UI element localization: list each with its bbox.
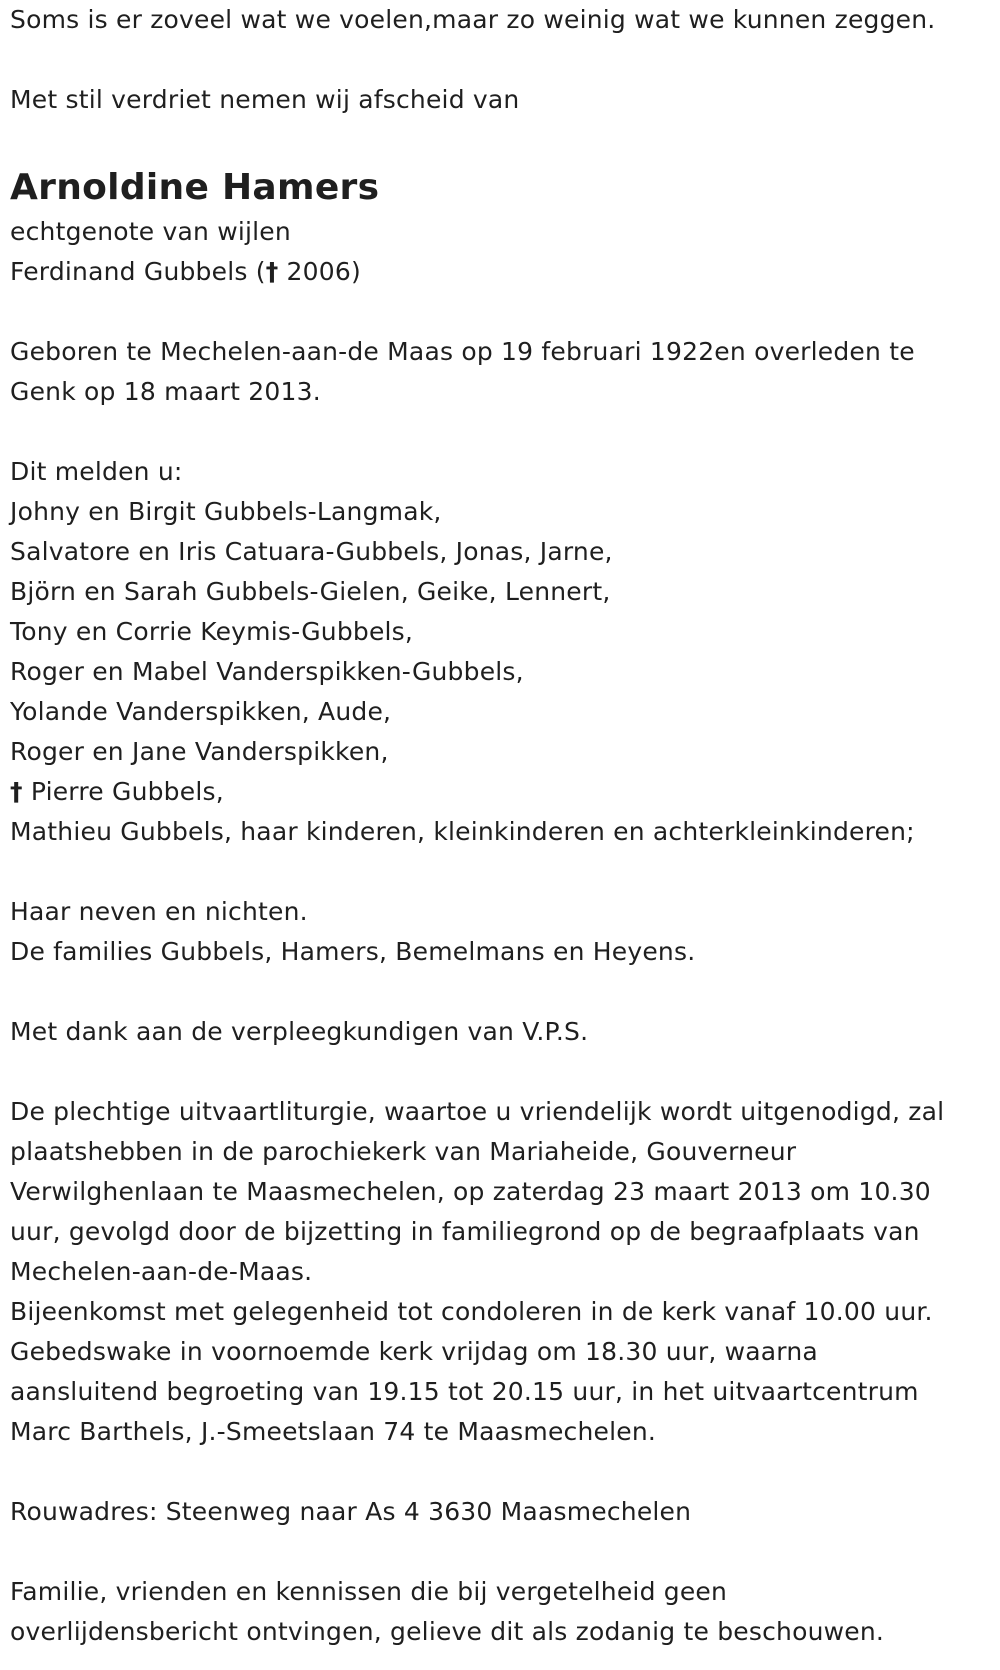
family-member-deceased: [10, 772, 992, 812]
spacer: [10, 40, 992, 80]
funeral-line: Marc Barthels, J.-Smeetslaan 74 te Maasmechelen.: [10, 1417, 657, 1446]
relatives-line-2: De families Gubbels, Hamers, Bemelmans en Heyens.: [10, 937, 696, 966]
announced-by-label: Dit melden u:: [10, 457, 183, 486]
cross-icon: †: [265, 257, 279, 286]
relatives-line-1: Haar neven en nichten.: [10, 897, 308, 926]
funeral-line: aansluitend begroeting van 19.15 tot 20.15 uur, in het uitvaartcentrum: [10, 1377, 919, 1406]
spacer: [10, 1052, 992, 1092]
family-member: Johny en Birgit Gubbels-Langmak,: [10, 497, 442, 526]
funeral-line: Mechelen-aan-de-Maas.: [10, 1257, 313, 1286]
cross-icon: †: [10, 777, 23, 806]
family-member: Roger en Jane Vanderspikken,: [10, 737, 389, 766]
spacer: [10, 1532, 992, 1572]
family-member: Tony en Corrie Keymis-Gubbels,: [10, 617, 414, 646]
spouse-line-1: echtgenote van wijlen: [10, 217, 291, 246]
spacer: [10, 852, 992, 892]
funeral-line: De plechtige uitvaartliturgie, waartoe u vriendelijk wordt uitgenodigd, zal: [10, 1097, 945, 1126]
birth-death-line-2: Genk op 18 maart 2013.: [10, 377, 321, 406]
funeral-line: plaatshebben in de parochiekerk van Mariaheide, Gouverneur: [10, 1137, 797, 1166]
birth-death-line-1: Geboren te Mechelen-aan-de Maas op 19 februari 1922en overleden te: [10, 337, 915, 366]
closing-line-1: Familie, vrienden en kennissen die bij vergetelheid geen: [10, 1577, 728, 1606]
funeral-line: Gebedswake in voornoemde kerk vrijdag om 18.30 uur, waarna: [10, 1337, 818, 1366]
closing-line-2: overlijdensbericht ontvingen, gelieve dit als zodanig te beschouwen.: [10, 1617, 885, 1646]
spacer: [10, 1452, 992, 1492]
spacer: [10, 120, 992, 160]
family-member: Roger en Mabel Vanderspikken-Gubbels,: [10, 657, 524, 686]
spacer: [10, 412, 992, 452]
family-member: Björn en Sarah Gubbels-Gielen, Geike, Lennert,: [10, 577, 611, 606]
funeral-line: Verwilghenlaan te Maasmechelen, op zaterdag 23 maart 2013 om 10.30: [10, 1177, 931, 1206]
opening-quote: Soms is er zoveel wat we voelen,maar zo weinig wat we kunnen zeggen.: [10, 5, 936, 34]
funeral-line: Bijeenkomst met gelegenheid tot condoleren in de kerk vanaf 10.00 uur.: [10, 1297, 933, 1326]
thanks-line: Met dank aan de verpleegkundigen van V.P.S.: [10, 1017, 589, 1046]
deceased-name: Arnoldine Hamers: [10, 167, 380, 208]
intro-text: Met stil verdriet nemen wij afscheid van: [10, 85, 520, 114]
family-member: Yolande Vanderspikken, Aude,: [10, 697, 392, 726]
family-member: Salvatore en Iris Catuara-Gubbels, Jonas, Jarne,: [10, 537, 613, 566]
spacer: [10, 292, 992, 332]
spouse-name: Ferdinand Gubbels (: [10, 257, 266, 286]
spouse-line-2: [10, 252, 992, 292]
spacer: [10, 972, 992, 1012]
spouse-death-year: 2006): [278, 257, 361, 286]
funeral-line: uur, gevolgd door de bijzetting in familiegrond op de begraafplaats van: [10, 1217, 920, 1246]
family-member: Mathieu Gubbels, haar kinderen, kleinkinderen en achterkleinkinderen;: [10, 817, 915, 846]
mourning-address: Rouwadres: Steenweg naar As 4 3630 Maasmechelen: [10, 1497, 692, 1526]
family-member-name: Pierre Gubbels,: [22, 777, 224, 806]
